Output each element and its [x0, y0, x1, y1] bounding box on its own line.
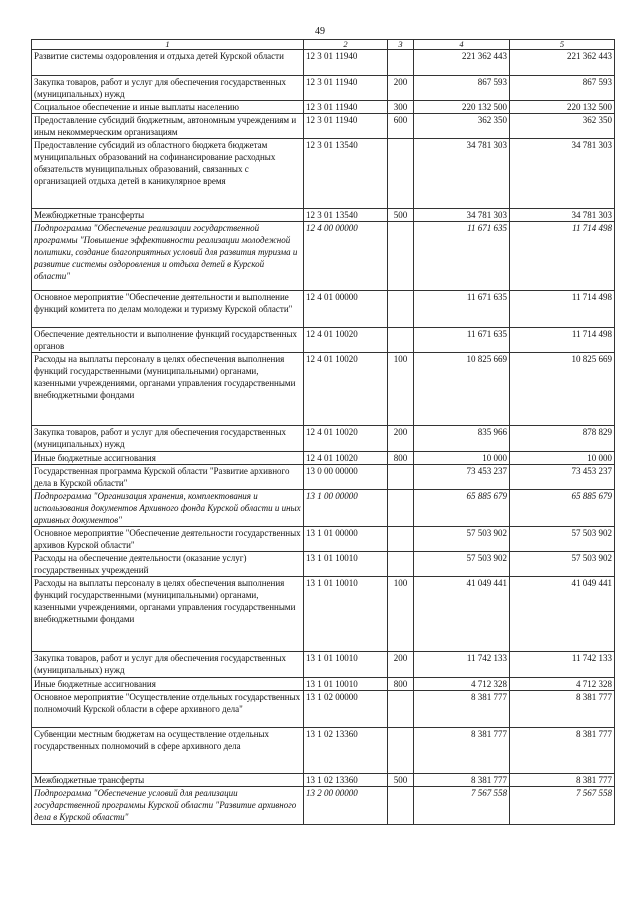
row-code-cell: 13 1 01 10010	[304, 552, 388, 577]
row-name-cell: Государственная программа Курской области "Развитие архивного дела в Курской области"	[32, 465, 304, 490]
row-amount-col4-cell: 221 362 443	[414, 50, 510, 76]
row-name-cell: Подпрограмма "Обеспечение условий для реализации государственной программы Курской области "Развитие архивного дела в Курской области"	[32, 787, 304, 825]
row-amount-col5-cell: 10 825 669	[510, 353, 615, 426]
row-code-cell: 12 3 01 11940	[304, 50, 388, 76]
row-name-cell: Субвенции местным бюджетам на осуществление отдельных государственных полномочий в сфере архивного дела	[32, 728, 304, 774]
row-expense-type-cell	[388, 787, 414, 825]
row-amount-col4-cell: 73 453 237	[414, 465, 510, 490]
row-amount-col4-cell: 11 742 133	[414, 652, 510, 678]
table-row	[32, 291, 615, 328]
row-name-cell: Расходы на обеспечение деятельности (оказание услуг) государственных учреждений	[32, 552, 304, 577]
row-expense-type-cell: 500	[388, 774, 414, 787]
row-amount-col4-cell: 10 825 669	[414, 353, 510, 426]
row-expense-type-cell: 200	[388, 76, 414, 101]
row-code-cell: 12 3 01 11940	[304, 76, 388, 101]
row-amount-col5-cell: 8 381 777	[510, 691, 615, 728]
row-amount-col4-cell: 220 132 500	[414, 101, 510, 114]
row-code-cell: 13 1 02 00000	[304, 691, 388, 728]
column-number-row	[32, 40, 615, 50]
row-name-cell: Предоставление субсидий из областного бюджета бюджетам муниципальных образований на софинансирование расходных обязательств муниципальных образований, связанных с организацией отдыха детей в каникулярное время	[32, 139, 304, 209]
row-amount-col5-cell: 8 381 777	[510, 728, 615, 774]
row-code-cell: 13 1 01 10010	[304, 577, 388, 652]
row-expense-type-cell: 800	[388, 452, 414, 465]
table-row	[32, 209, 615, 222]
row-name-cell: Закупка товаров, работ и услуг для обеспечения государственных (муниципальных) нужд	[32, 76, 304, 101]
row-code-cell: 13 1 02 13360	[304, 774, 388, 787]
row-amount-col4-cell: 57 503 902	[414, 552, 510, 577]
row-name-cell: Иные бюджетные ассигнования	[32, 678, 304, 691]
table-row	[32, 452, 615, 465]
row-code-cell: 13 0 00 00000	[304, 465, 388, 490]
table-row	[32, 527, 615, 552]
row-amount-col5-cell: 11 714 498	[510, 328, 615, 353]
row-expense-type-cell: 200	[388, 426, 414, 452]
row-code-cell: 13 1 01 10010	[304, 678, 388, 691]
column-header: 1	[32, 40, 304, 50]
table-row	[32, 490, 615, 527]
row-code-cell: 12 4 01 10020	[304, 328, 388, 353]
row-amount-col4-cell: 41 049 441	[414, 577, 510, 652]
row-code-cell: 13 1 01 00000	[304, 527, 388, 552]
row-amount-col4-cell: 867 593	[414, 76, 510, 101]
row-expense-type-cell	[388, 490, 414, 527]
table-row	[32, 652, 615, 678]
row-code-cell: 12 4 00 00000	[304, 222, 388, 291]
row-amount-col5-cell: 11 714 498	[510, 222, 615, 291]
row-amount-col5-cell: 34 781 303	[510, 139, 615, 209]
row-amount-col5-cell: 11 742 133	[510, 652, 615, 678]
table-row	[32, 426, 615, 452]
row-amount-col5-cell: 41 049 441	[510, 577, 615, 652]
row-amount-col4-cell: 11 671 635	[414, 291, 510, 328]
row-expense-type-cell: 200	[388, 652, 414, 678]
row-expense-type-cell: 800	[388, 678, 414, 691]
row-code-cell: 12 4 01 10020	[304, 353, 388, 426]
table-row	[32, 101, 615, 114]
table-row	[32, 678, 615, 691]
row-amount-col4-cell: 11 671 635	[414, 222, 510, 291]
row-amount-col5-cell: 867 593	[510, 76, 615, 101]
row-amount-col5-cell: 8 381 777	[510, 774, 615, 787]
row-code-cell: 12 4 01 10020	[304, 426, 388, 452]
table-row	[32, 139, 615, 209]
table-row	[32, 787, 615, 825]
row-amount-col5-cell: 73 453 237	[510, 465, 615, 490]
row-name-cell: Межбюджетные трансферты	[32, 774, 304, 787]
row-code-cell: 13 1 00 00000	[304, 490, 388, 527]
table-row	[32, 465, 615, 490]
row-expense-type-cell	[388, 50, 414, 76]
row-code-cell: 12 4 01 10020	[304, 452, 388, 465]
row-name-cell: Межбюджетные трансферты	[32, 209, 304, 222]
table-row	[32, 50, 615, 76]
table-row	[32, 222, 615, 291]
row-name-cell: Основное мероприятие "Обеспечение деятельности и выполнение функций комитета по делам молодежи и туризму Курской области"	[32, 291, 304, 328]
row-amount-col5-cell: 362 350	[510, 114, 615, 139]
row-amount-col4-cell: 362 350	[414, 114, 510, 139]
row-name-cell: Предоставление субсидий бюджетным, автономным учреждениям и иным некоммерческим организациям	[32, 114, 304, 139]
row-amount-col4-cell: 8 381 777	[414, 774, 510, 787]
row-amount-col4-cell: 4 712 328	[414, 678, 510, 691]
table-row	[32, 328, 615, 353]
budget-table	[31, 39, 615, 825]
row-amount-col4-cell: 11 671 635	[414, 328, 510, 353]
row-code-cell: 12 3 01 13540	[304, 209, 388, 222]
table-row	[32, 774, 615, 787]
row-expense-type-cell: 600	[388, 114, 414, 139]
row-name-cell: Подпрограмма "Обеспечение реализации государственной программы "Повышение эффективности реализации молодежной политики, создание благоприятных условий для развития туризма и развитие системы оздоровления и отдыха детей в Курской области"	[32, 222, 304, 291]
table-row	[32, 76, 615, 101]
row-amount-col4-cell: 57 503 902	[414, 527, 510, 552]
row-code-cell: 12 3 01 13540	[304, 139, 388, 209]
row-expense-type-cell	[388, 552, 414, 577]
row-code-cell: 13 1 01 10010	[304, 652, 388, 678]
table-body	[32, 50, 615, 825]
row-amount-col4-cell: 7 567 558	[414, 787, 510, 825]
row-name-cell: Расходы на выплаты персоналу в целях обеспечения выполнения функций государственными (муниципальными) органами, казенными учреждениями, органами управления государственными внебюджетными фондами	[32, 577, 304, 652]
row-amount-col5-cell: 220 132 500	[510, 101, 615, 114]
row-amount-col5-cell: 221 362 443	[510, 50, 615, 76]
row-amount-col5-cell: 34 781 303	[510, 209, 615, 222]
row-name-cell: Закупка товаров, работ и услуг для обеспечения государственных (муниципальных) нужд	[32, 652, 304, 678]
row-amount-col4-cell: 65 885 679	[414, 490, 510, 527]
row-expense-type-cell: 100	[388, 353, 414, 426]
row-name-cell: Обеспечение деятельности и выполнение функций государственных органов	[32, 328, 304, 353]
row-expense-type-cell	[388, 139, 414, 209]
row-amount-col4-cell: 835 966	[414, 426, 510, 452]
row-code-cell: 12 3 01 11940	[304, 114, 388, 139]
row-name-cell: Расходы на выплаты персоналу в целях обеспечения выполнения функций государственными (муниципальными) органами, казенными учреждениями, органами управления государственными внебюджетными фондами	[32, 353, 304, 426]
row-amount-col4-cell: 8 381 777	[414, 728, 510, 774]
row-amount-col4-cell: 34 781 303	[414, 139, 510, 209]
row-amount-col4-cell: 10 000	[414, 452, 510, 465]
row-name-cell: Социальное обеспечение и иные выплаты населению	[32, 101, 304, 114]
row-name-cell: Основное мероприятие "Обеспечение деятельности государственных архивов Курской области"	[32, 527, 304, 552]
table-row	[32, 577, 615, 652]
row-amount-col5-cell: 7 567 558	[510, 787, 615, 825]
row-code-cell: 13 2 00 00000	[304, 787, 388, 825]
row-amount-col5-cell: 4 712 328	[510, 678, 615, 691]
row-amount-col5-cell: 57 503 902	[510, 527, 615, 552]
column-header: 2	[304, 40, 388, 50]
table-row	[32, 552, 615, 577]
row-expense-type-cell	[388, 728, 414, 774]
table-row	[32, 353, 615, 426]
row-amount-col5-cell: 11 714 498	[510, 291, 615, 328]
row-code-cell: 12 3 01 11940	[304, 101, 388, 114]
table-row	[32, 691, 615, 728]
column-header: 4	[414, 40, 510, 50]
row-amount-col4-cell: 8 381 777	[414, 691, 510, 728]
row-name-cell: Основное мероприятие "Осуществление отдельных государственных полномочий Курской области в сфере архивного дела"	[32, 691, 304, 728]
row-expense-type-cell	[388, 465, 414, 490]
column-header: 5	[510, 40, 615, 50]
row-expense-type-cell: 300	[388, 101, 414, 114]
row-expense-type-cell	[388, 691, 414, 728]
row-amount-col5-cell: 57 503 902	[510, 552, 615, 577]
row-amount-col5-cell: 10 000	[510, 452, 615, 465]
row-expense-type-cell	[388, 222, 414, 291]
row-expense-type-cell	[388, 328, 414, 353]
row-name-cell: Развитие системы оздоровления и отдыха детей Курской области	[32, 50, 304, 76]
table-row	[32, 114, 615, 139]
page-number: 49	[315, 26, 325, 37]
row-code-cell: 13 1 02 13360	[304, 728, 388, 774]
column-header: 3	[388, 40, 414, 50]
table-row	[32, 728, 615, 774]
row-name-cell: Подпрограмма "Организация хранения, комплектования и использования документов Архивного фонда Курской области и иных архивных документов"	[32, 490, 304, 527]
row-expense-type-cell: 500	[388, 209, 414, 222]
row-code-cell: 12 4 01 00000	[304, 291, 388, 328]
row-name-cell: Закупка товаров, работ и услуг для обеспечения государственных (муниципальных) нужд	[32, 426, 304, 452]
row-expense-type-cell	[388, 291, 414, 328]
row-name-cell: Иные бюджетные ассигнования	[32, 452, 304, 465]
row-amount-col4-cell: 34 781 303	[414, 209, 510, 222]
row-amount-col5-cell: 65 885 679	[510, 490, 615, 527]
row-amount-col5-cell: 878 829	[510, 426, 615, 452]
row-expense-type-cell	[388, 527, 414, 552]
row-expense-type-cell: 100	[388, 577, 414, 652]
